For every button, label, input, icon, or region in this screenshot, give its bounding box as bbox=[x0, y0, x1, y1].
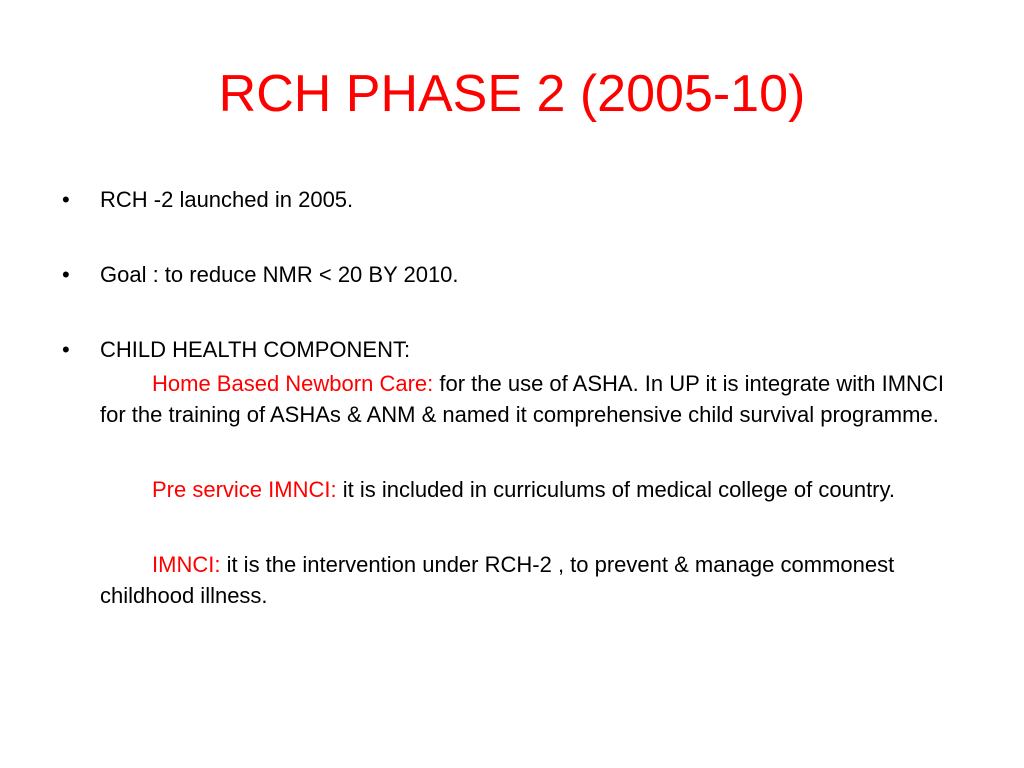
paragraph-text: it is included in curriculums of medical college of country. bbox=[336, 477, 895, 502]
paragraph-home-based-newborn-care bbox=[100, 368, 960, 430]
bullet-item-goal bbox=[62, 259, 960, 290]
slide-title: RCH PHASE 2 (2005-10) bbox=[218, 65, 806, 123]
bullet-icon: • bbox=[62, 337, 70, 362]
bullet-text: Goal : to reduce NMR < 20 BY 2010. bbox=[100, 262, 459, 287]
paragraph-term: IMNCI: bbox=[152, 552, 221, 577]
paragraph-text: for the use of ASHA. In UP it is integrate with IMNCI for the training of ASHAs & ANM & named it comprehensive child survival programme. bbox=[100, 371, 944, 427]
paragraph-term: Pre service IMNCI: bbox=[152, 477, 337, 502]
paragraph-pre-service-imnci bbox=[100, 474, 960, 505]
bullet-text: RCH -2 launched in 2005. bbox=[100, 187, 354, 212]
paragraph-text: it is the intervention under RCH-2 , to prevent & manage commonest childhood illness. bbox=[100, 552, 895, 608]
bullet-item-launch bbox=[62, 184, 960, 215]
bullet-icon: • bbox=[62, 187, 70, 212]
bullet-text: CHILD HEALTH COMPONENT: bbox=[100, 337, 411, 362]
bullet-item-child-health bbox=[62, 334, 960, 365]
paragraph-term: Home Based Newborn Care: bbox=[152, 371, 434, 396]
paragraph-imnci bbox=[100, 549, 960, 611]
slide-content bbox=[62, 184, 960, 611]
bullet-icon: • bbox=[62, 262, 70, 287]
